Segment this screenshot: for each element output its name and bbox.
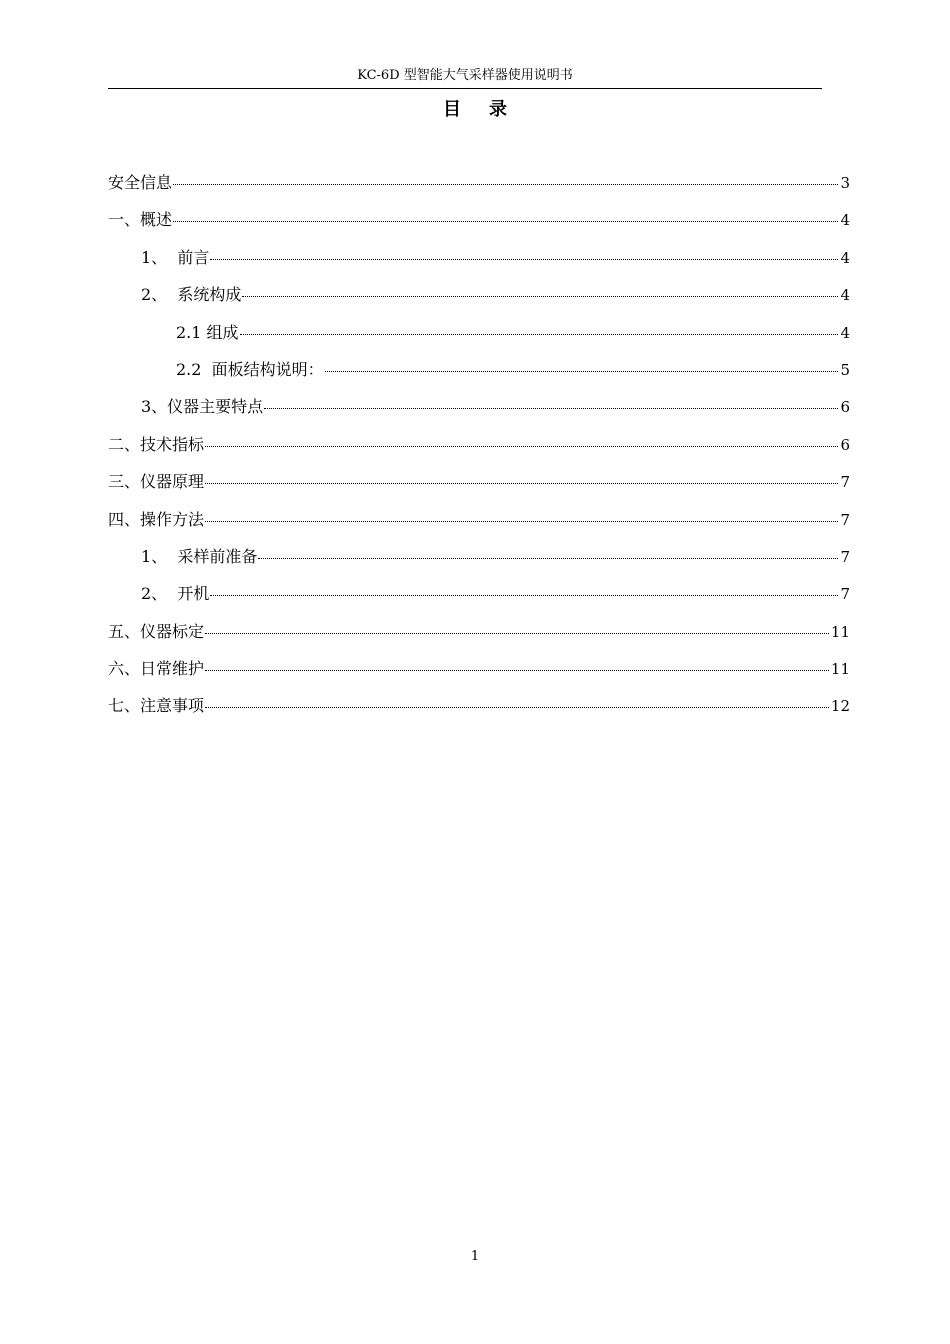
toc-entry-label: 3、仪器主要特点 [141,397,264,417]
toc-entry-label: 五、仪器标定 [108,621,205,641]
toc-dot-leader [205,521,838,522]
page-number: 1 [470,1249,480,1264]
toc-entry-page: 3 [840,174,850,192]
toc-dot-leader [205,707,829,708]
toc-entry[interactable] [108,279,850,316]
toc-dot-leader [258,558,838,559]
toc-dot-leader [205,446,838,447]
toc-entry-page: 12 [830,697,850,716]
toc-entry[interactable] [108,616,850,653]
toc-entry-label: 2.1 组成 [176,322,239,342]
toc-entry-label: 六、日常维护 [108,659,205,679]
toc-entry[interactable] [108,429,850,466]
toc-entry[interactable] [108,204,850,241]
toc-entry-label: 二、技术指标 [108,434,205,454]
toc-entry[interactable] [108,504,850,541]
toc-dot-leader [210,595,838,596]
toc-entry-page: 6 [840,435,850,454]
toc-entry-label: 四、操作方法 [108,509,205,529]
toc-entry-page: 7 [840,510,850,529]
toc-entry-label: 1、 采样前准备 [141,546,258,566]
toc-entry-label: 2、 开机 [141,584,210,604]
toc-entry-page: 7 [840,473,850,492]
toc-entry[interactable] [108,167,850,204]
toc-entry-label: 2.2 面板结构说明： [176,359,324,379]
toc-entry[interactable] [108,690,850,727]
toc-entry[interactable] [108,354,850,391]
toc-entry[interactable] [108,578,850,615]
toc-entry-page: 4 [840,248,850,267]
toc-dot-leader [210,259,838,260]
toc-dot-leader [240,334,839,335]
toc-entry-page: 11 [830,622,850,641]
toc-dot-leader [205,633,829,634]
toc-entry-page: 7 [840,547,850,566]
toc-dot-leader [205,483,838,484]
toc-entry-page: 11 [830,660,850,679]
toc-dot-leader [264,408,838,409]
toc-entry-page: 7 [840,585,850,604]
toc-entry-label: 1、 前言 [141,247,210,267]
toc-dot-leader [173,221,838,222]
page-header [108,66,822,89]
toc-entry-label: 七、注意事项 [108,696,205,716]
toc-dot-leader [205,670,829,671]
toc-entry-page: 4 [840,211,850,230]
toc-entry-label: 安全信息 [108,173,173,192]
toc-entry-page: 4 [840,286,850,305]
document-title: KC-6D 型智能大气采样器使用说明书 [357,68,573,83]
toc-entry-label: 2、 系统构成 [141,285,242,305]
toc-entry[interactable] [108,317,850,354]
toc-entry[interactable] [108,466,850,503]
toc-entry[interactable] [108,653,850,690]
toc-entry-page: 6 [840,398,850,417]
toc-entry-label: 三、仪器原理 [108,472,205,492]
toc-entry[interactable] [108,541,850,578]
toc-dot-leader [325,371,839,372]
table-of-contents [108,167,850,728]
toc-entry-page: 5 [840,360,850,379]
toc-entry-page: 4 [840,323,850,342]
toc-dot-leader [242,296,838,297]
toc-title: 目录 [443,99,535,120]
toc-entry[interactable] [108,242,850,279]
toc-entry[interactable] [108,391,850,428]
toc-dot-leader [173,184,838,185]
toc-entry-label: 一、概述 [108,210,173,230]
